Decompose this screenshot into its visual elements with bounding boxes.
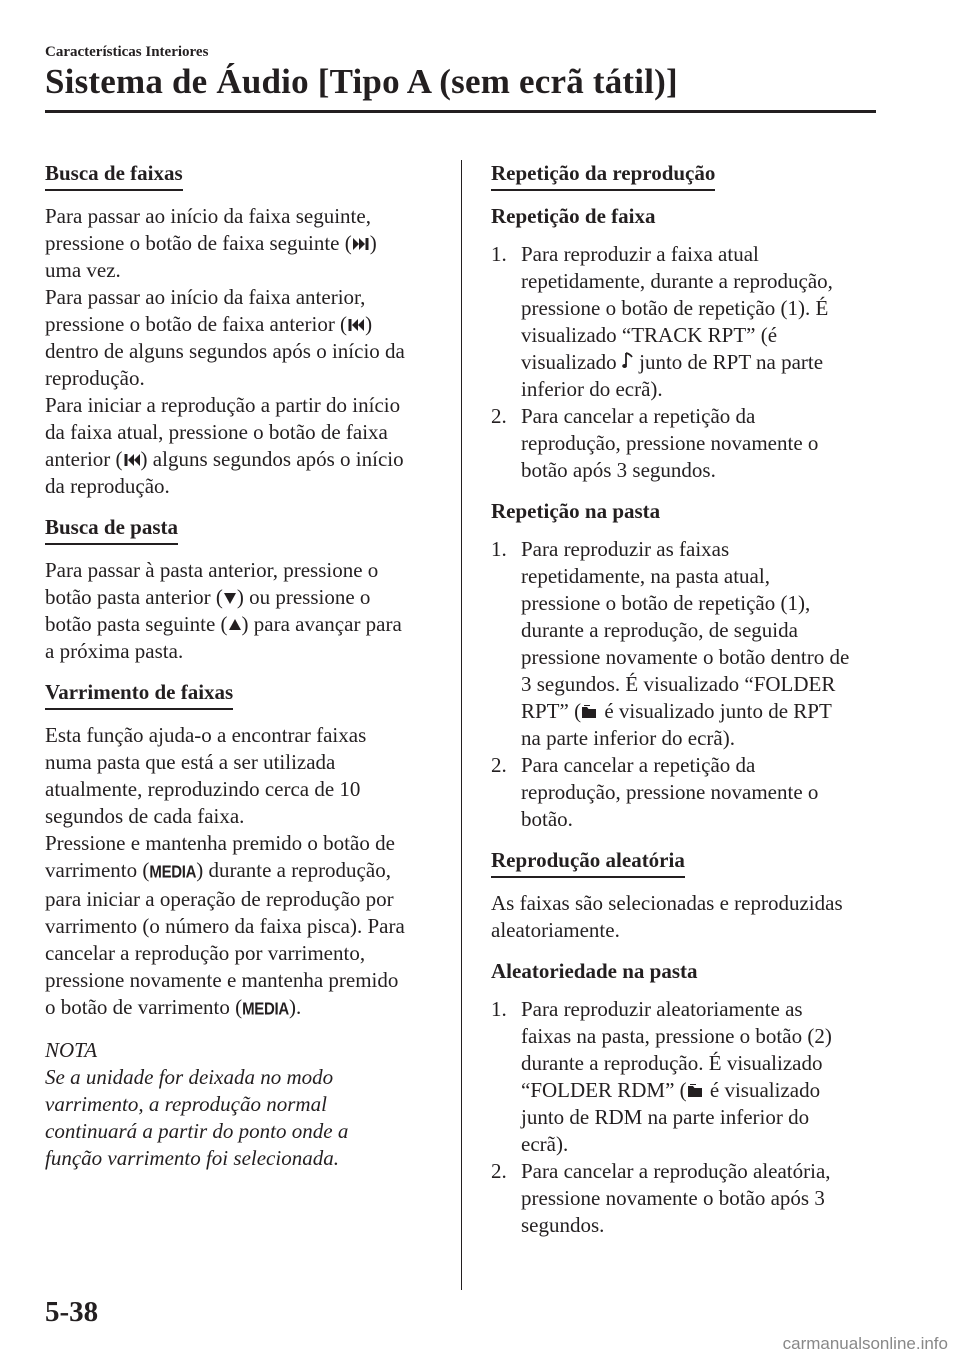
- text-line: cancelar a reprodução por varrimento,: [45, 941, 366, 965]
- list-item: [491, 403, 891, 484]
- paragraph-busca-pasta: [45, 557, 445, 665]
- text-line: pressione novamente e mantenha premido: [45, 968, 399, 992]
- text-line: Para cancelar a reprodução aleatória,: [521, 1159, 831, 1183]
- text-line: segundos.: [521, 1213, 605, 1237]
- heading-busca-pasta: Busca de pasta: [45, 514, 178, 545]
- subheading-aleatoriedade-pasta: Aleatoriedade na pasta: [491, 959, 698, 983]
- text-line: pressione novamente o botão dentro de: [521, 645, 850, 669]
- text-line: botão pasta seguinte ( ) para avançar para: [45, 612, 402, 636]
- text-line: aleatoriamente.: [491, 918, 620, 942]
- watermark: carmanualsonline.info: [782, 1334, 948, 1353]
- left-column: [45, 160, 445, 1172]
- text-line: pressione o botão de faixa anterior ( ): [45, 312, 373, 336]
- column-divider: [461, 160, 462, 1290]
- heading-repeticao: Repetição da reprodução: [491, 160, 715, 191]
- text-line: durante a reprodução, de seguida: [521, 618, 798, 642]
- list-item: [491, 1158, 891, 1239]
- text-line: reprodução, pressione novamente o: [521, 780, 819, 804]
- text-line: para iniciar a operação de reprodução por: [45, 887, 394, 911]
- text-line: Para cancelar a repetição da: [521, 753, 756, 777]
- subheading-repeticao-faixa: Repetição de faixa: [491, 204, 656, 228]
- item-number: 1.: [491, 242, 507, 266]
- heading-varrimento: Varrimento de faixas: [45, 679, 233, 710]
- text-line: dentro de alguns segundos após o início da: [45, 339, 405, 363]
- text-line: segundos de cada faixa.: [45, 804, 245, 828]
- text-line: reprodução, pressione novamente o: [521, 431, 819, 455]
- text-line: numa pasta que está a ser utilizada: [45, 750, 336, 774]
- text-line: atualmente, reproduzindo cerca de 10: [45, 777, 361, 801]
- list-item: [491, 241, 891, 403]
- paragraph-aleatoria: [491, 890, 891, 944]
- text-line: botão pasta anterior ( ) ou pressione o: [45, 585, 371, 609]
- text-line: a próxima pasta.: [45, 639, 184, 663]
- text-line: varrimento (MEDIA) durante a reprodução,: [45, 857, 445, 886]
- item-number: 1.: [491, 997, 507, 1021]
- text-line: visualizado junto de RPT na parte: [521, 350, 824, 374]
- text-line: Para passar ao início da faixa seguinte,: [45, 204, 371, 228]
- text-line: Para passar ao início da faixa anterior,: [45, 285, 366, 309]
- right-column: [491, 160, 891, 1253]
- list-item: [491, 752, 891, 833]
- text-line: Esta função ajuda-o a encontrar faixas: [45, 723, 367, 747]
- text-line: Para iniciar a reprodução a partir do início: [45, 393, 401, 417]
- text-line: repetidamente, na pasta atual,: [521, 564, 770, 588]
- item-number: 1.: [491, 537, 507, 561]
- subheading-repeticao-pasta: Repetição na pasta: [491, 499, 661, 523]
- prev-track-icon: [123, 452, 141, 468]
- heading-aleatoria: Reprodução aleatória: [491, 847, 685, 878]
- text-line: Pressione e mantenha premido o botão de: [45, 831, 395, 855]
- media-button-icon: MEDIA: [149, 862, 197, 883]
- text-line: Para cancelar a repetição da: [521, 404, 756, 428]
- text-line: continuará a partir do ponto onde a: [45, 1119, 349, 1143]
- text-line: As faixas são selecionadas e reproduzidas: [491, 891, 843, 915]
- text-line: Para reproduzir as faixas: [521, 537, 730, 561]
- text-line: Para passar à pasta anterior, pressione o: [45, 558, 379, 582]
- text-line: varrimento, a reprodução normal: [45, 1092, 327, 1116]
- list-item: [491, 536, 891, 752]
- music-note-icon: [622, 351, 634, 371]
- text-line: uma vez.: [45, 258, 121, 282]
- page-number: 5-38: [45, 1296, 99, 1328]
- text-line: visualizado “TRACK RPT” (é: [521, 323, 778, 347]
- text-line: durante a reprodução. É visualizado: [521, 1051, 823, 1075]
- text-line: da faixa atual, pressione o botão de faixa: [45, 420, 388, 444]
- folder-up-icon: [228, 617, 242, 633]
- folder-down-icon: [223, 590, 237, 606]
- text-line: pressione o botão de repetição (1). É: [521, 296, 829, 320]
- text-line: faixas na pasta, pressione o botão (2): [521, 1024, 832, 1048]
- text-line: pressione o botão de faixa seguinte ( ): [45, 231, 377, 255]
- folder-icon: [687, 1083, 705, 1099]
- text-line: Para reproduzir aleatoriamente as: [521, 997, 803, 1021]
- paragraph-varrimento: [45, 722, 445, 1023]
- page-title: Sistema de Áudio [Tipo A (sem ecrã tátil)]: [45, 62, 678, 101]
- text-line: reprodução.: [45, 366, 145, 390]
- heading-busca-faixas: Busca de faixas: [45, 160, 183, 191]
- prev-track-icon: [347, 317, 365, 333]
- text-line: o botão de varrimento (MEDIA).: [45, 994, 445, 1023]
- item-number: 2.: [491, 1159, 507, 1183]
- text-line: junto de RDM na parte inferior do: [521, 1105, 810, 1129]
- text-line: RPT” ( é visualizado junto de RPT: [521, 699, 832, 723]
- text-line: ecrã).: [521, 1132, 569, 1156]
- text-line: pressione novamente o botão após 3: [521, 1186, 825, 1210]
- text-line: repetidamente, durante a reprodução,: [521, 269, 833, 293]
- media-button-icon: MEDIA: [242, 999, 289, 1020]
- text-line: na parte inferior do ecrã).: [521, 726, 735, 750]
- text-line: Se a unidade for deixada no modo: [45, 1065, 334, 1089]
- folder-icon: [581, 704, 599, 720]
- next-track-icon: [352, 236, 370, 252]
- text-line: varrimento (o número da faixa pisca). Para: [45, 914, 405, 938]
- item-number: 2.: [491, 404, 507, 428]
- text-line: “FOLDER RDM” ( é visualizado: [521, 1078, 821, 1102]
- list-aleatoria: [491, 996, 891, 1239]
- item-number: 2.: [491, 753, 507, 777]
- text-line: botão após 3 segundos.: [521, 458, 716, 482]
- list-item: [491, 996, 891, 1158]
- section-label: Características Interiores: [45, 44, 209, 60]
- text-line: Para reproduzir a faixa atual: [521, 242, 759, 266]
- list-repeticao-pasta: [491, 536, 891, 833]
- text-line: função varrimento foi selecionada.: [45, 1146, 339, 1170]
- text-line: da reprodução.: [45, 474, 170, 498]
- note-text: [45, 1064, 445, 1172]
- paragraph-busca-faixas: [45, 203, 445, 500]
- text-line: anterior ( ) alguns segundos após o início: [45, 447, 404, 471]
- text-line: botão.: [521, 807, 573, 831]
- list-repeticao-faixa: [491, 241, 891, 484]
- note-label: NOTA: [45, 1038, 98, 1062]
- text-line: pressione o botão de repetição (1),: [521, 591, 811, 615]
- text-line: inferior do ecrã).: [521, 377, 663, 401]
- text-line: 3 segundos. É visualizado “FOLDER: [521, 672, 836, 696]
- header-divider: [45, 110, 876, 113]
